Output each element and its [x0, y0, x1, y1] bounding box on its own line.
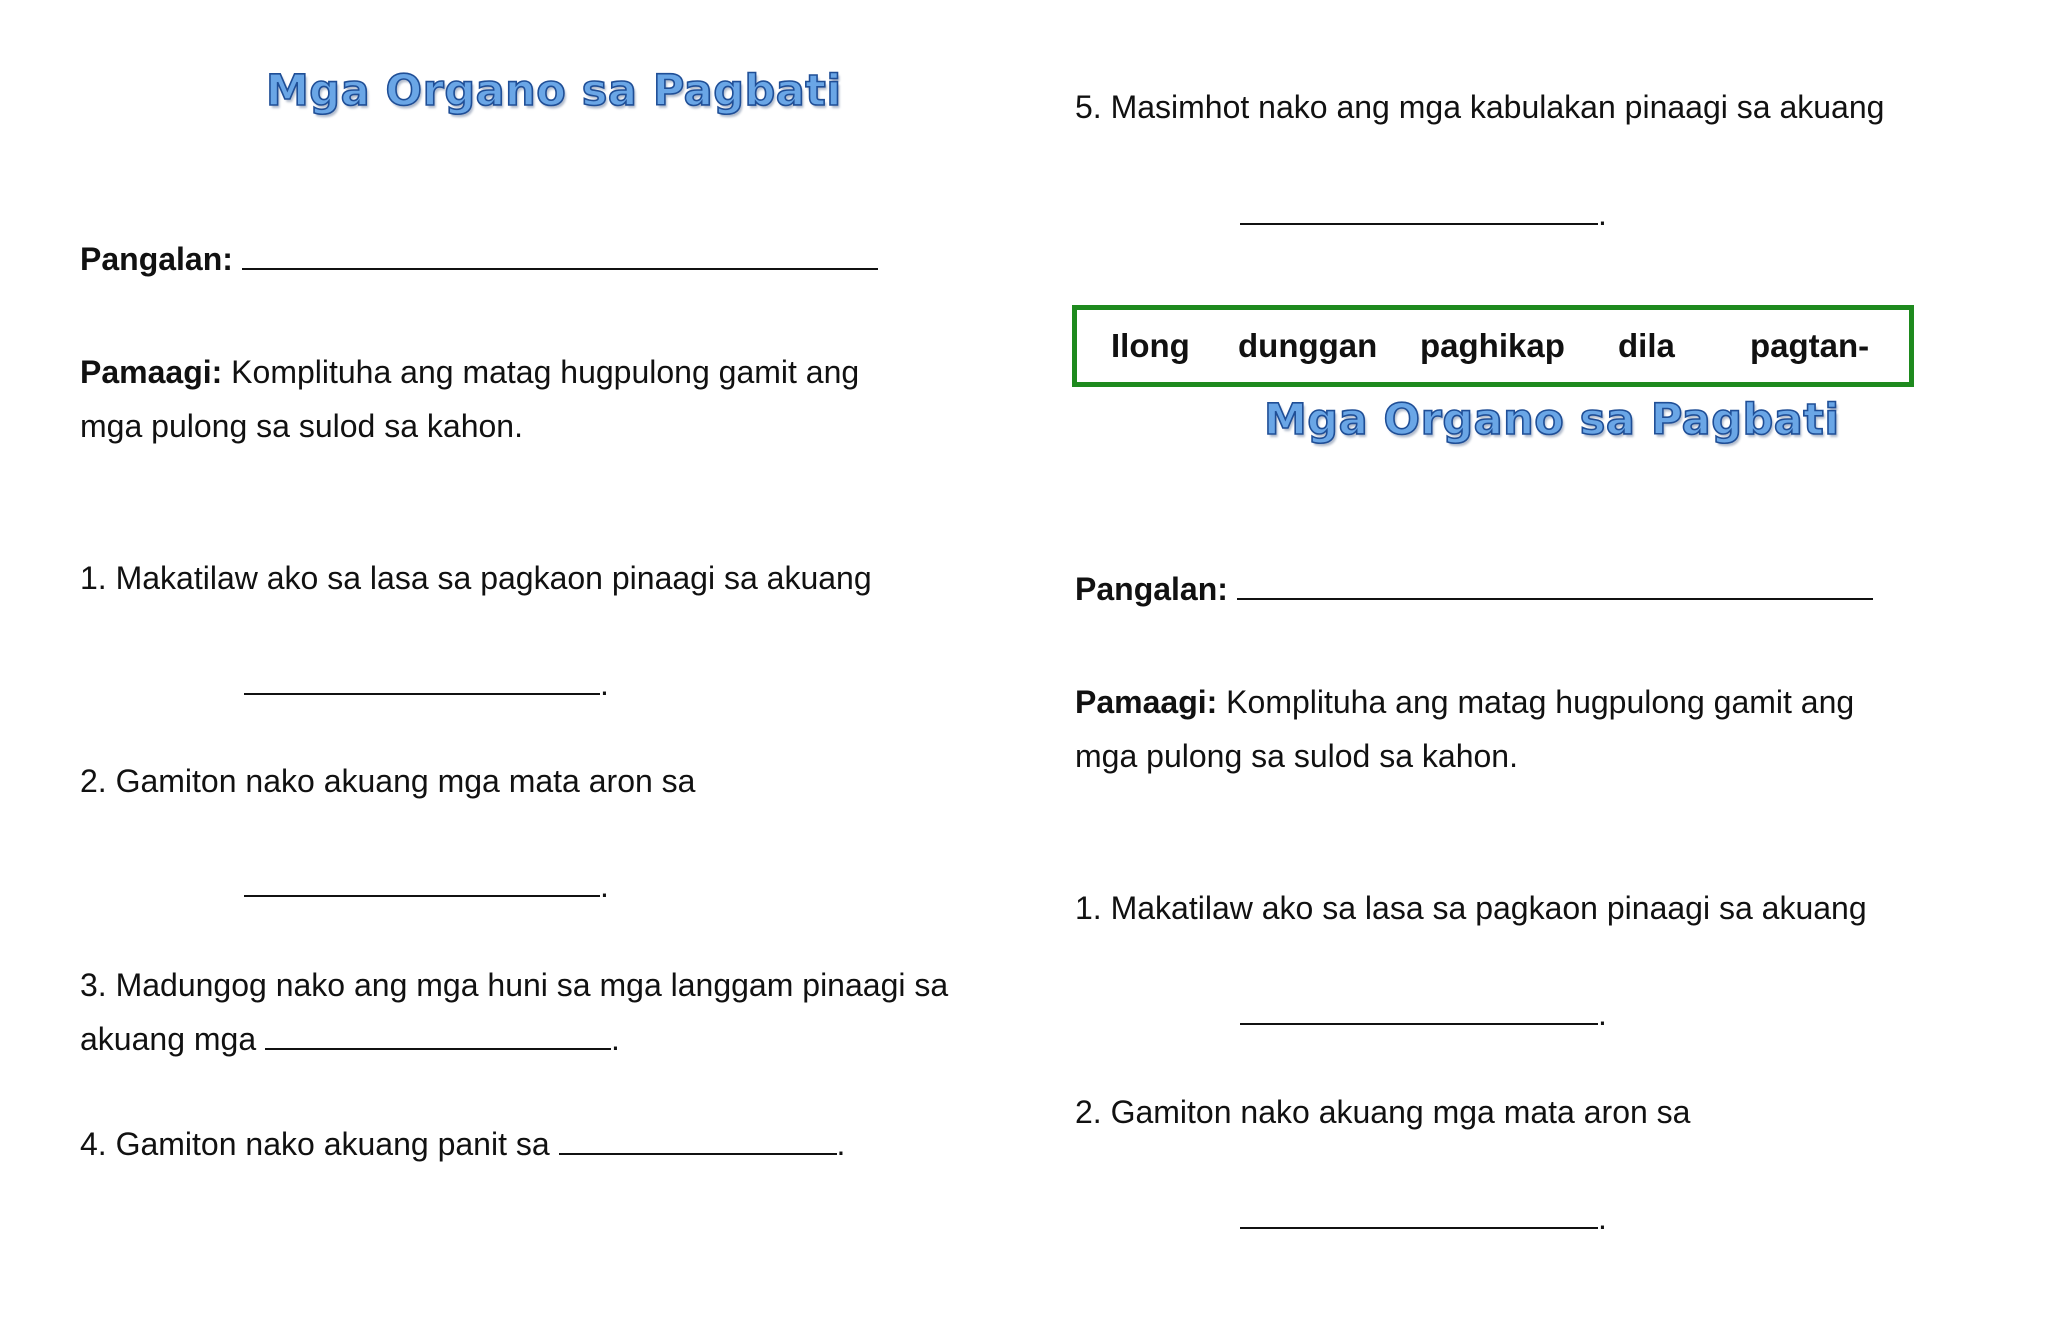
- instructions-text: Komplituha ang matag hugpulong gamit ang: [1217, 684, 1855, 720]
- name-blank-line[interactable]: [1237, 566, 1873, 600]
- name-label: Pangalan:: [1075, 571, 1228, 607]
- question-1-answer-line[interactable]: [1240, 1023, 1598, 1025]
- question-2: 2. Gamiton nako akuang mga mata aron sa: [1075, 1094, 1691, 1130]
- instructions-label: Pamaagi:: [1075, 684, 1218, 720]
- name-row: [80, 232, 878, 286]
- word-bank-item: paghikap: [1420, 327, 1565, 364]
- question-2-answer-line[interactable]: [1240, 1227, 1598, 1229]
- question-3-answer-line[interactable]: [265, 1016, 611, 1050]
- word-bank-item: Ilong: [1111, 327, 1190, 364]
- name-label: Pangalan:: [80, 241, 233, 277]
- question-3-line-2: [80, 1012, 620, 1066]
- word-bank-box: [1072, 305, 1914, 387]
- question-2-answer-line[interactable]: [244, 895, 600, 897]
- question-1-period: .: [600, 666, 609, 702]
- question-4-answer-line[interactable]: [559, 1121, 837, 1155]
- question-1: 1. Makatilaw ako sa lasa sa pagkaon pinaagi sa akuang: [1075, 890, 1867, 926]
- question-2-period: .: [600, 868, 609, 904]
- word-bank-item: pagtan-: [1750, 327, 1870, 364]
- instructions-text: Komplituha ang matag hugpulong gamit ang: [222, 354, 860, 390]
- instructions-line-1: [1075, 675, 1854, 729]
- question-2-period: .: [1598, 1200, 1607, 1236]
- name-row: [1075, 562, 1873, 616]
- question-5-period: .: [1598, 196, 1607, 232]
- instructions-line-2: mga pulong sa sulod sa kahon.: [1075, 738, 1518, 774]
- name-blank-line[interactable]: [242, 236, 878, 270]
- instructions-line-1: [80, 345, 859, 399]
- worksheet-title: Mga Organo sa Pagbati: [266, 66, 842, 116]
- word-bank-item: dila: [1618, 327, 1675, 364]
- question-4-text: 4. Gamiton nako akuang panit sa: [80, 1126, 550, 1162]
- instructions-label: Pamaagi:: [80, 354, 223, 390]
- instructions-line-2: mga pulong sa sulod sa kahon.: [80, 408, 523, 444]
- question-3-text: akuang mga: [80, 1021, 257, 1057]
- worksheet-title: Mga Organo sa Pagbati: [1264, 395, 1840, 445]
- question-5: 5. Masimhot nako ang mga kabulakan pinaagi sa akuang: [1075, 89, 1885, 125]
- question-4: [80, 1117, 845, 1171]
- question-5-answer-line[interactable]: [1240, 223, 1598, 225]
- question-4-period: .: [836, 1126, 846, 1162]
- question-2: 2. Gamiton nako akuang mga mata aron sa: [80, 763, 696, 799]
- question-1-answer-line[interactable]: [244, 693, 600, 695]
- question-3-period: .: [611, 1021, 620, 1057]
- question-3-line-1: 3. Madungog nako ang mga huni sa mga langgam pinaagi sa: [80, 967, 949, 1003]
- question-1-period: .: [1598, 996, 1607, 1032]
- word-bank-item: dunggan: [1238, 327, 1378, 364]
- question-1: 1. Makatilaw ako sa lasa sa pagkaon pinaagi sa akuang: [80, 560, 872, 596]
